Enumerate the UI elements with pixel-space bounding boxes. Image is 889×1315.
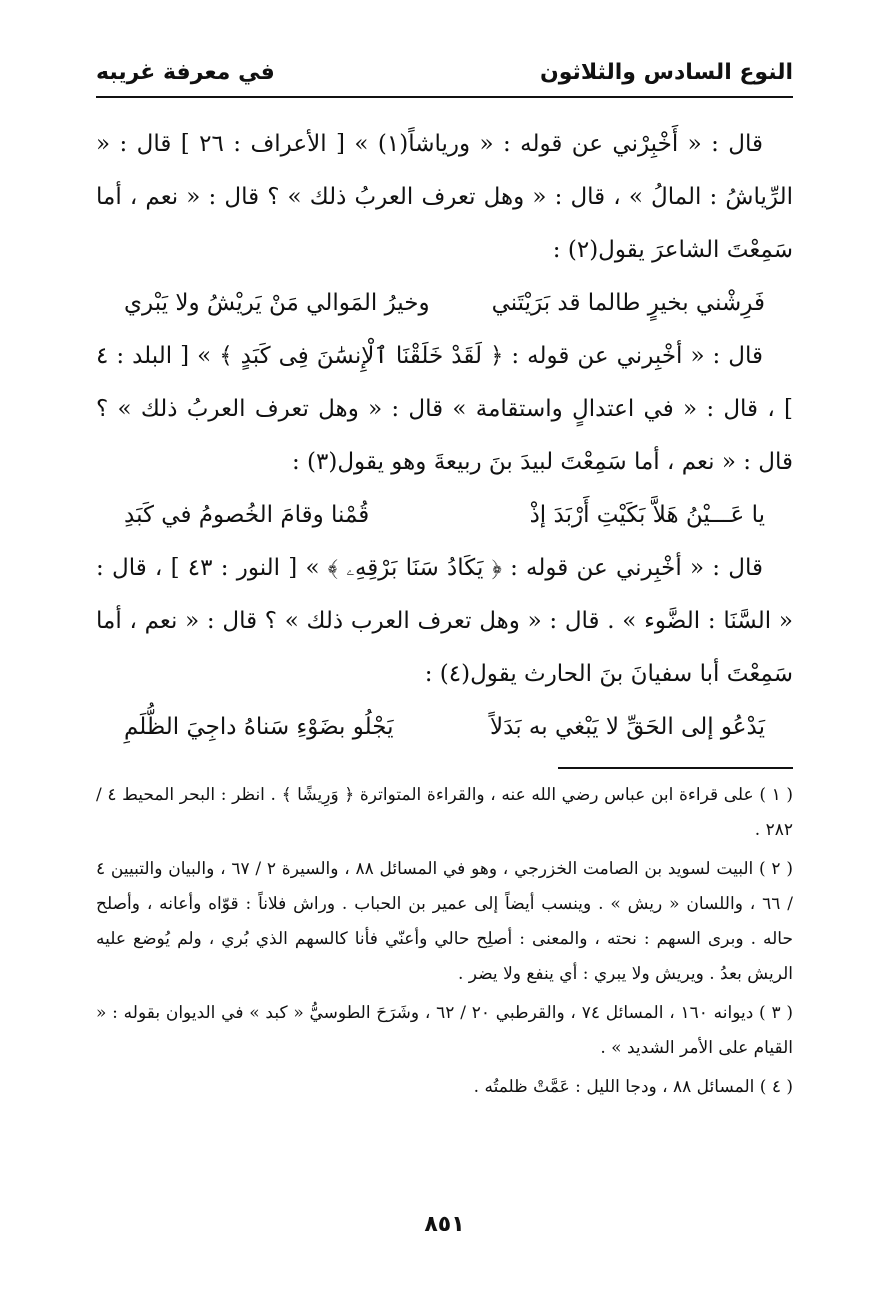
main-text: [96, 118, 793, 754]
footnote-4: ( ٤ ) المسائل ٨٨ ، ودجا الليل : عَمَّتْ ظلمتُه .: [473, 1077, 793, 1097]
paragraph-2: قال : « أخْبِرني عن قوله : ﴿ لَقَدْ خَلَقْنَا ٱلْإِنسَٰنَ فِى كَبَدٍ ﴾ » [ البلد : ٤ ] ، قال : « في اعتدالٍ واستقامة » قال : « وهل تعرف العربُ ذلك » ؟ قال : « نعم ، أما سَمِعْتَ لبيدَ بنَ ربيعةَ وهو يقول(٣) :: [96, 343, 793, 475]
footnote-3: ( ٣ ) ديوانه ١٦٠ ، المسائل ٧٤ ، والقرطبي ٢٠ / ٦٢ ، وشَرَحَ الطوسيُّ « كبد » في الديوان بقوله : « القيام على الأمر الشديد » .: [96, 1003, 794, 1058]
paragraph-1: قال : « أَخْبِرْني عن قوله : « ورياشاً(١) » [ الأعراف : ٢٦ ] قال : « الرِّياشُ : المالُ » ، قال : « وهل تعرف العربُ ذلك » ؟ قال : « نعم ، أما سَمِعْتَ الشاعرَ يقول(٢) :: [96, 131, 793, 263]
section-title: في معرفة غريبه: [96, 59, 275, 85]
footnote-2: ( ٢ ) البيت لسويد بن الصامت الخزرجي ، وهو في المسائل ٨٨ ، والسيرة ٢ / ٦٧ ، والبيان والتبيين ٤ / ٦٦ ، واللسان « ريش » . وينسب أيضاً إلى عمير بن الحباب . وراش فلاناً : قوّاه وأعانه ، وأصلح حاله . وبرى السهم : نحته ، والمعنى : أصلِح حالي وأعنّي فأنا كالسهم الذي بُري ، ولم يُوضع عليه الريش بعدُ . ويريش ولا يبري : أي ينفع ولا يضر .: [96, 859, 793, 984]
footnotes: [96, 778, 793, 1109]
verse-1-first-hemistich: فَرِشْني بخيرٍ طالما قد بَرَيْتَني: [491, 290, 765, 316]
verse-3: [96, 701, 793, 754]
verse-2-second-hemistich: قُمْنا وقامَ الخُصومُ في كَبَدِ: [124, 502, 370, 528]
paragraph-3: قال : « أخْبِرني عن قوله : ﴿ يَكَادُ سَنَا بَرْقِهِۦ ﴾ » [ النور : ٤٣ ] ، قال : « السَّنَا : الضَّوء » . قال : « وهل تعرف العرب ذلك » ؟ قال : « نعم ، أما سَمِعْتَ أبا سفيانَ بنَ الحارث يقول(٤) :: [96, 555, 793, 687]
verse-2-first-hemistich: يا عَـــيْنُ هَلاَّ بَكَيْتِ أَرْبَدَ إذْ: [529, 502, 765, 528]
verse-1: [96, 277, 793, 330]
verse-3-second-hemistich: يَجْلُو بضَوْءِ سَناهُ داجِيَ الظُّلَمِ: [124, 714, 394, 740]
verse-2: [96, 489, 793, 542]
page-number: ٨٥١: [424, 1212, 465, 1237]
verse-3-first-hemistich: يَدْعُو إلى الحَقِّ لا يَبْغي به بَدَلاً: [490, 714, 765, 740]
footnote-rule: [558, 767, 793, 769]
running-header: [96, 50, 793, 94]
header-rule: [96, 96, 793, 98]
verse-1-second-hemistich: وخيرُ المَوالي مَنْ يَريْشُ ولا يَبْري: [124, 290, 430, 316]
footnote-1: ( ١ ) على قراءة ابن عباس رضي الله عنه ، والقراءة المتواترة ﴿ وَرِيشًا ﴾ . انظر : البحر المحيط ٤ / ٢٨٢ .: [96, 785, 793, 840]
chapter-title: النوع السادس والثلاثون: [539, 59, 793, 85]
